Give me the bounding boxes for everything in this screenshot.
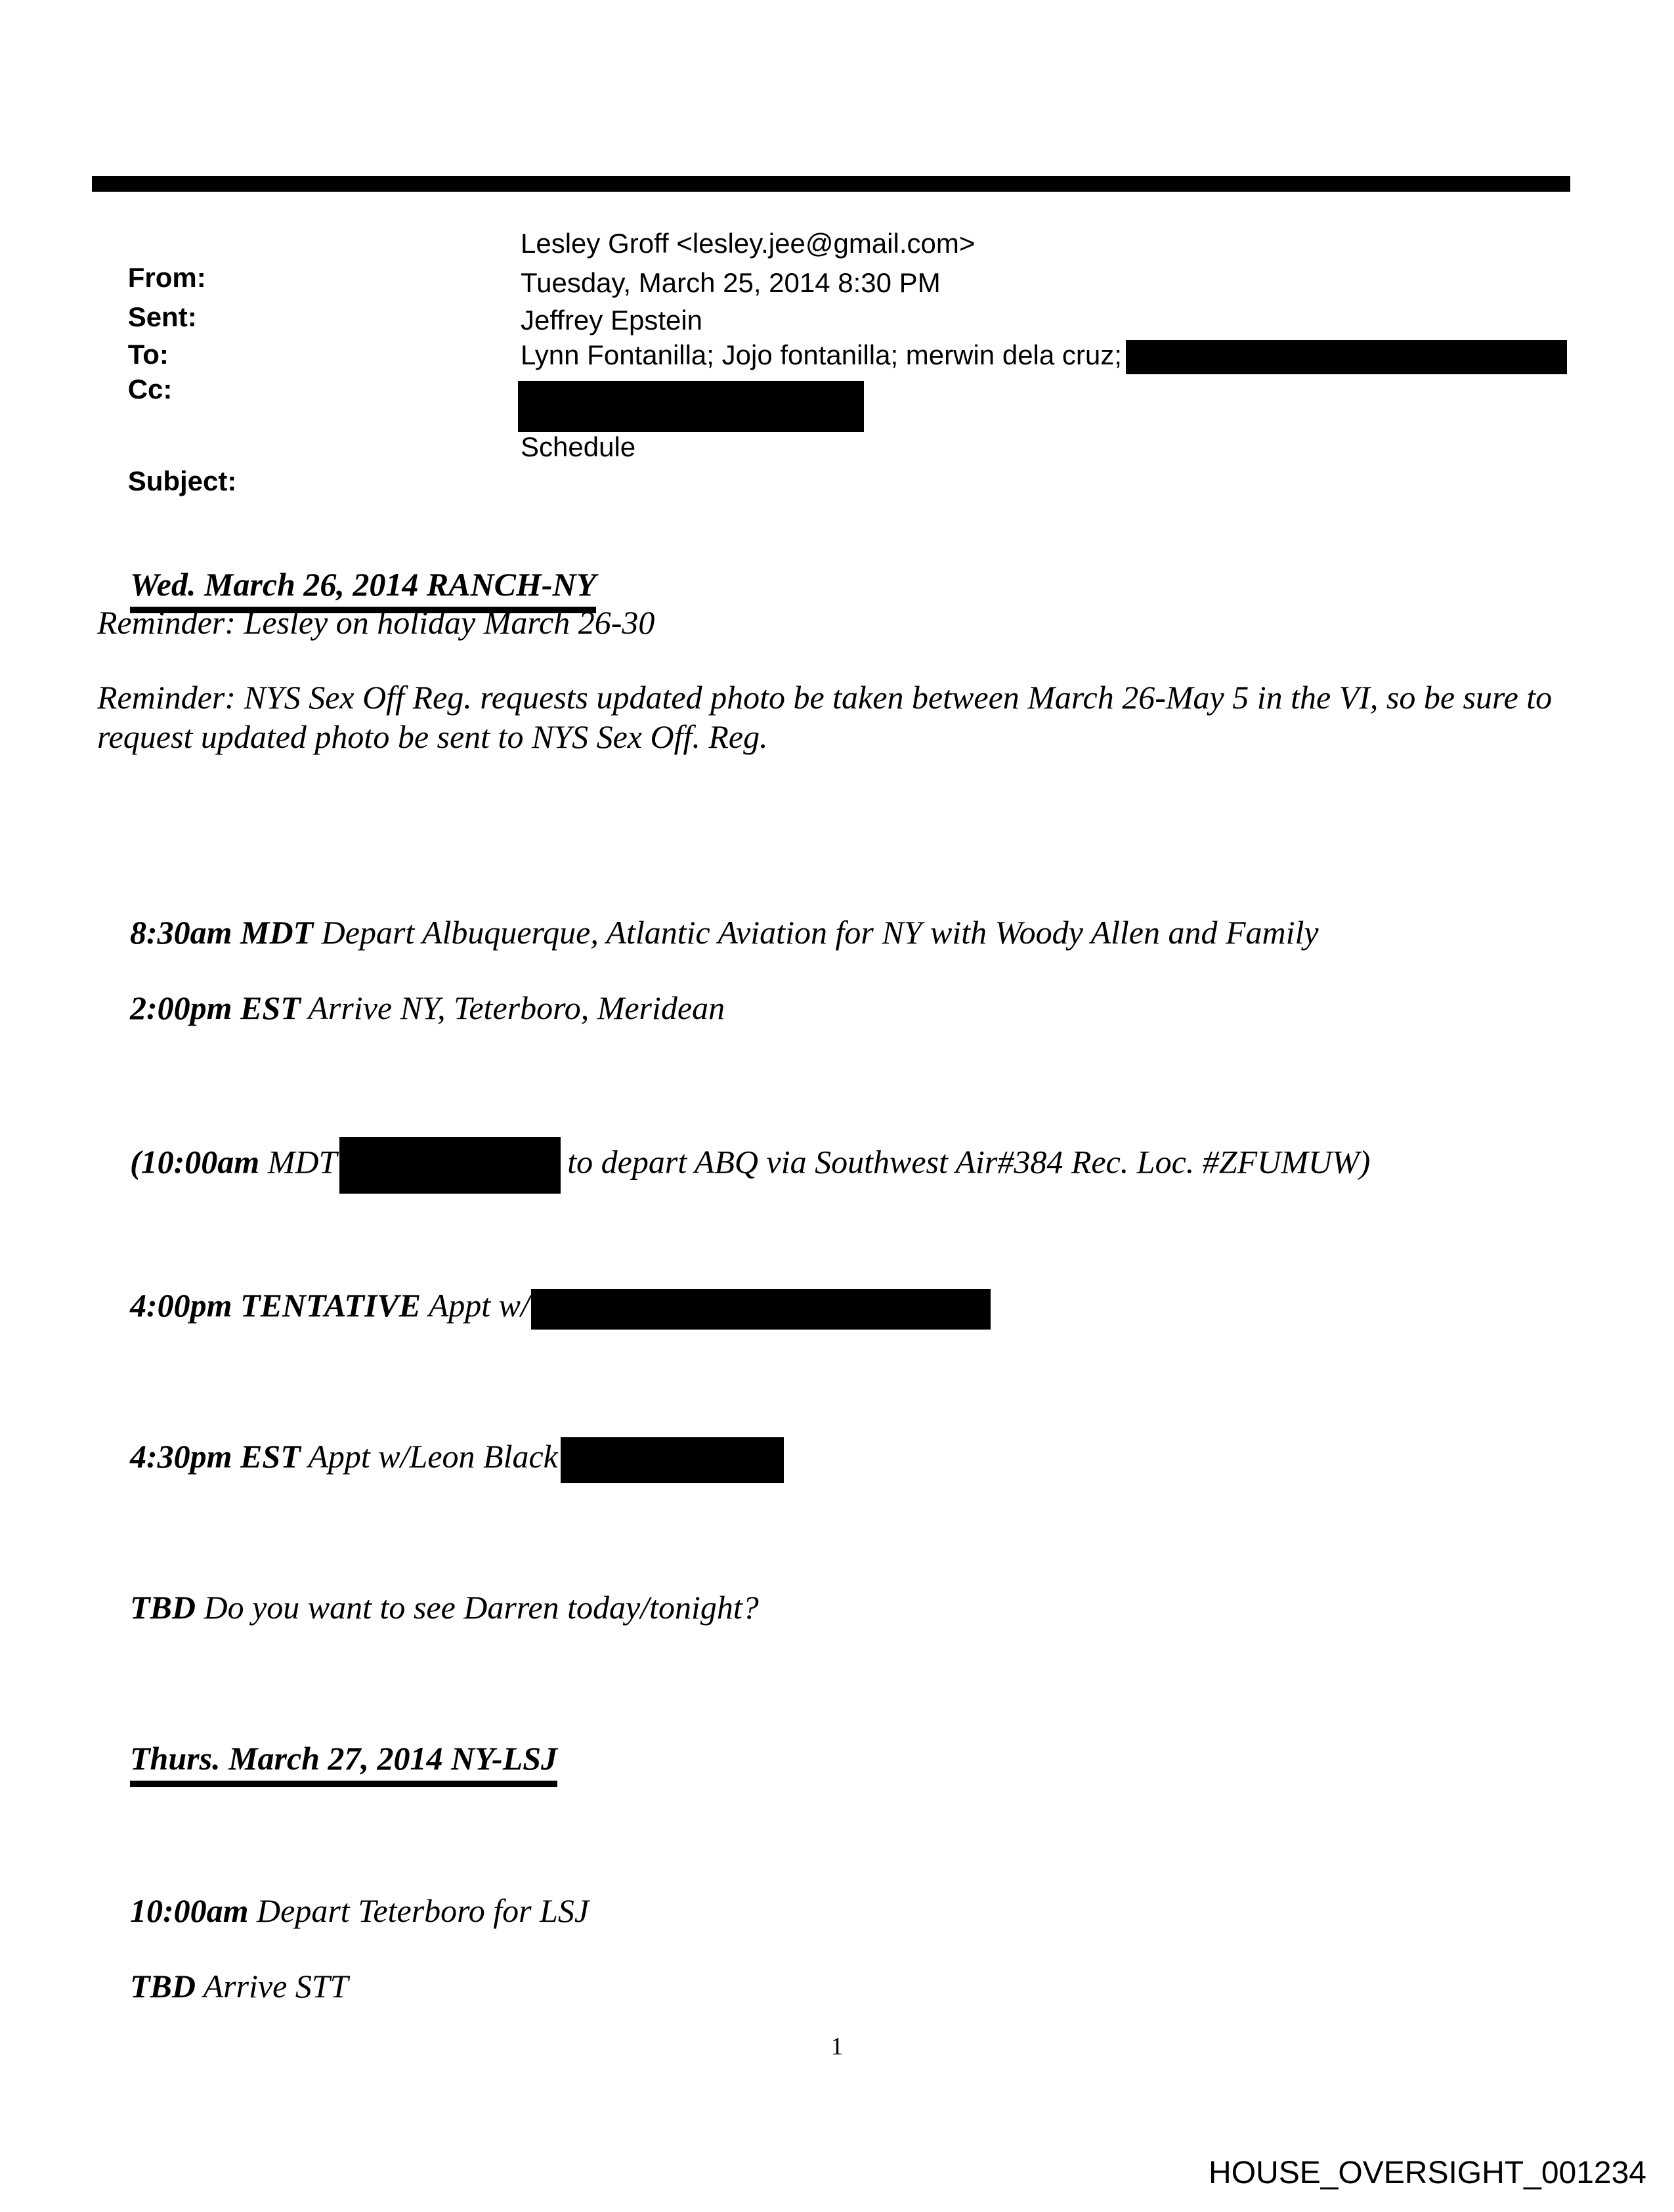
schedule-entry	[97, 1246, 1600, 1369]
day2-heading	[97, 1699, 1600, 1817]
schedule-entry	[97, 949, 1600, 1067]
entry-text: Arrive STT	[196, 1968, 349, 2005]
schedule-entry	[97, 1548, 1600, 1666]
entry-time: 10:00am	[130, 1892, 249, 1929]
entry-text: Arrive NY, Teterboro, Meridean	[300, 989, 725, 1026]
reminder-1: Reminder: Lesley on holiday March 26-30	[97, 604, 655, 641]
cc-label: Cc:	[127, 374, 173, 404]
entry-text: Depart Albuquerque, Atlantic Aviation for NY with Woody Allen and Family	[313, 914, 1319, 951]
entry-time: 4:30pm EST	[130, 1438, 301, 1475]
entry-text: to depart ABQ via Southwest Air#384 Rec. Loc. #ZFUMUW)	[567, 1143, 1371, 1181]
redaction-box	[339, 1137, 561, 1194]
day2-heading-text: Thurs. March 27, 2014 NY-LSJ	[130, 1740, 557, 1787]
day1-heading-text: Wed. March 26, 2014 RANCH-NY	[130, 566, 596, 613]
entry-text: Appt w/Leon Black	[300, 1438, 558, 1475]
from-value: Lesley Groff <lesley.jee@gmail.com>	[521, 228, 976, 259]
entry-time: 8:30am MDT	[130, 914, 314, 951]
from-label: From:	[127, 262, 206, 293]
redaction-box	[561, 1437, 784, 1483]
cc-value-wrap	[521, 338, 1567, 374]
reminder-2: Reminder: NYS Sex Off Reg. requests updated photo be taken between March 26-May 5 in the VI, so be sure to request updated photo be sent to NYS Sex Off. Reg.	[97, 679, 1560, 755]
entry-time: TBD	[130, 1968, 196, 2005]
entry-time: TBD	[130, 1589, 196, 1626]
entry-text: Appt w/	[421, 1287, 530, 1324]
entry-time: (10:00am	[130, 1143, 260, 1181]
sent-label: Sent:	[127, 301, 197, 332]
to-value: Jeffrey Epstein	[521, 305, 703, 336]
entry-time: 2:00pm EST	[130, 989, 301, 1026]
entry-timezone: MDT	[259, 1143, 337, 1181]
subject-value: Schedule	[521, 431, 636, 462]
cc-value: Lynn Fontanilla; Jojo fontanilla; merwin dela cruz;	[521, 339, 1122, 370]
bates-stamp: HOUSE_OVERSIGHT_001234	[1209, 2156, 1646, 2190]
schedule-entry	[97, 1098, 1600, 1233]
to-label: To:	[127, 339, 169, 370]
subject-label: Subject:	[127, 466, 237, 496]
page-number: 1	[830, 2033, 844, 2060]
redaction-bar	[518, 381, 864, 432]
sent-value: Tuesday, March 25, 2014 8:30 PM	[521, 267, 941, 298]
entry-time: 4:00pm TENTATIVE	[130, 1287, 421, 1324]
top-rule	[92, 176, 1570, 192]
schedule-entry	[97, 1397, 1600, 1523]
redaction-box	[531, 1289, 991, 1330]
schedule-entry	[97, 1927, 1600, 2045]
redaction-bar	[1126, 340, 1567, 374]
entry-text: Depart Teterboro for LSJ	[248, 1892, 590, 1929]
entry-text: Do you want to see Darren today/tonight?	[196, 1589, 759, 1626]
